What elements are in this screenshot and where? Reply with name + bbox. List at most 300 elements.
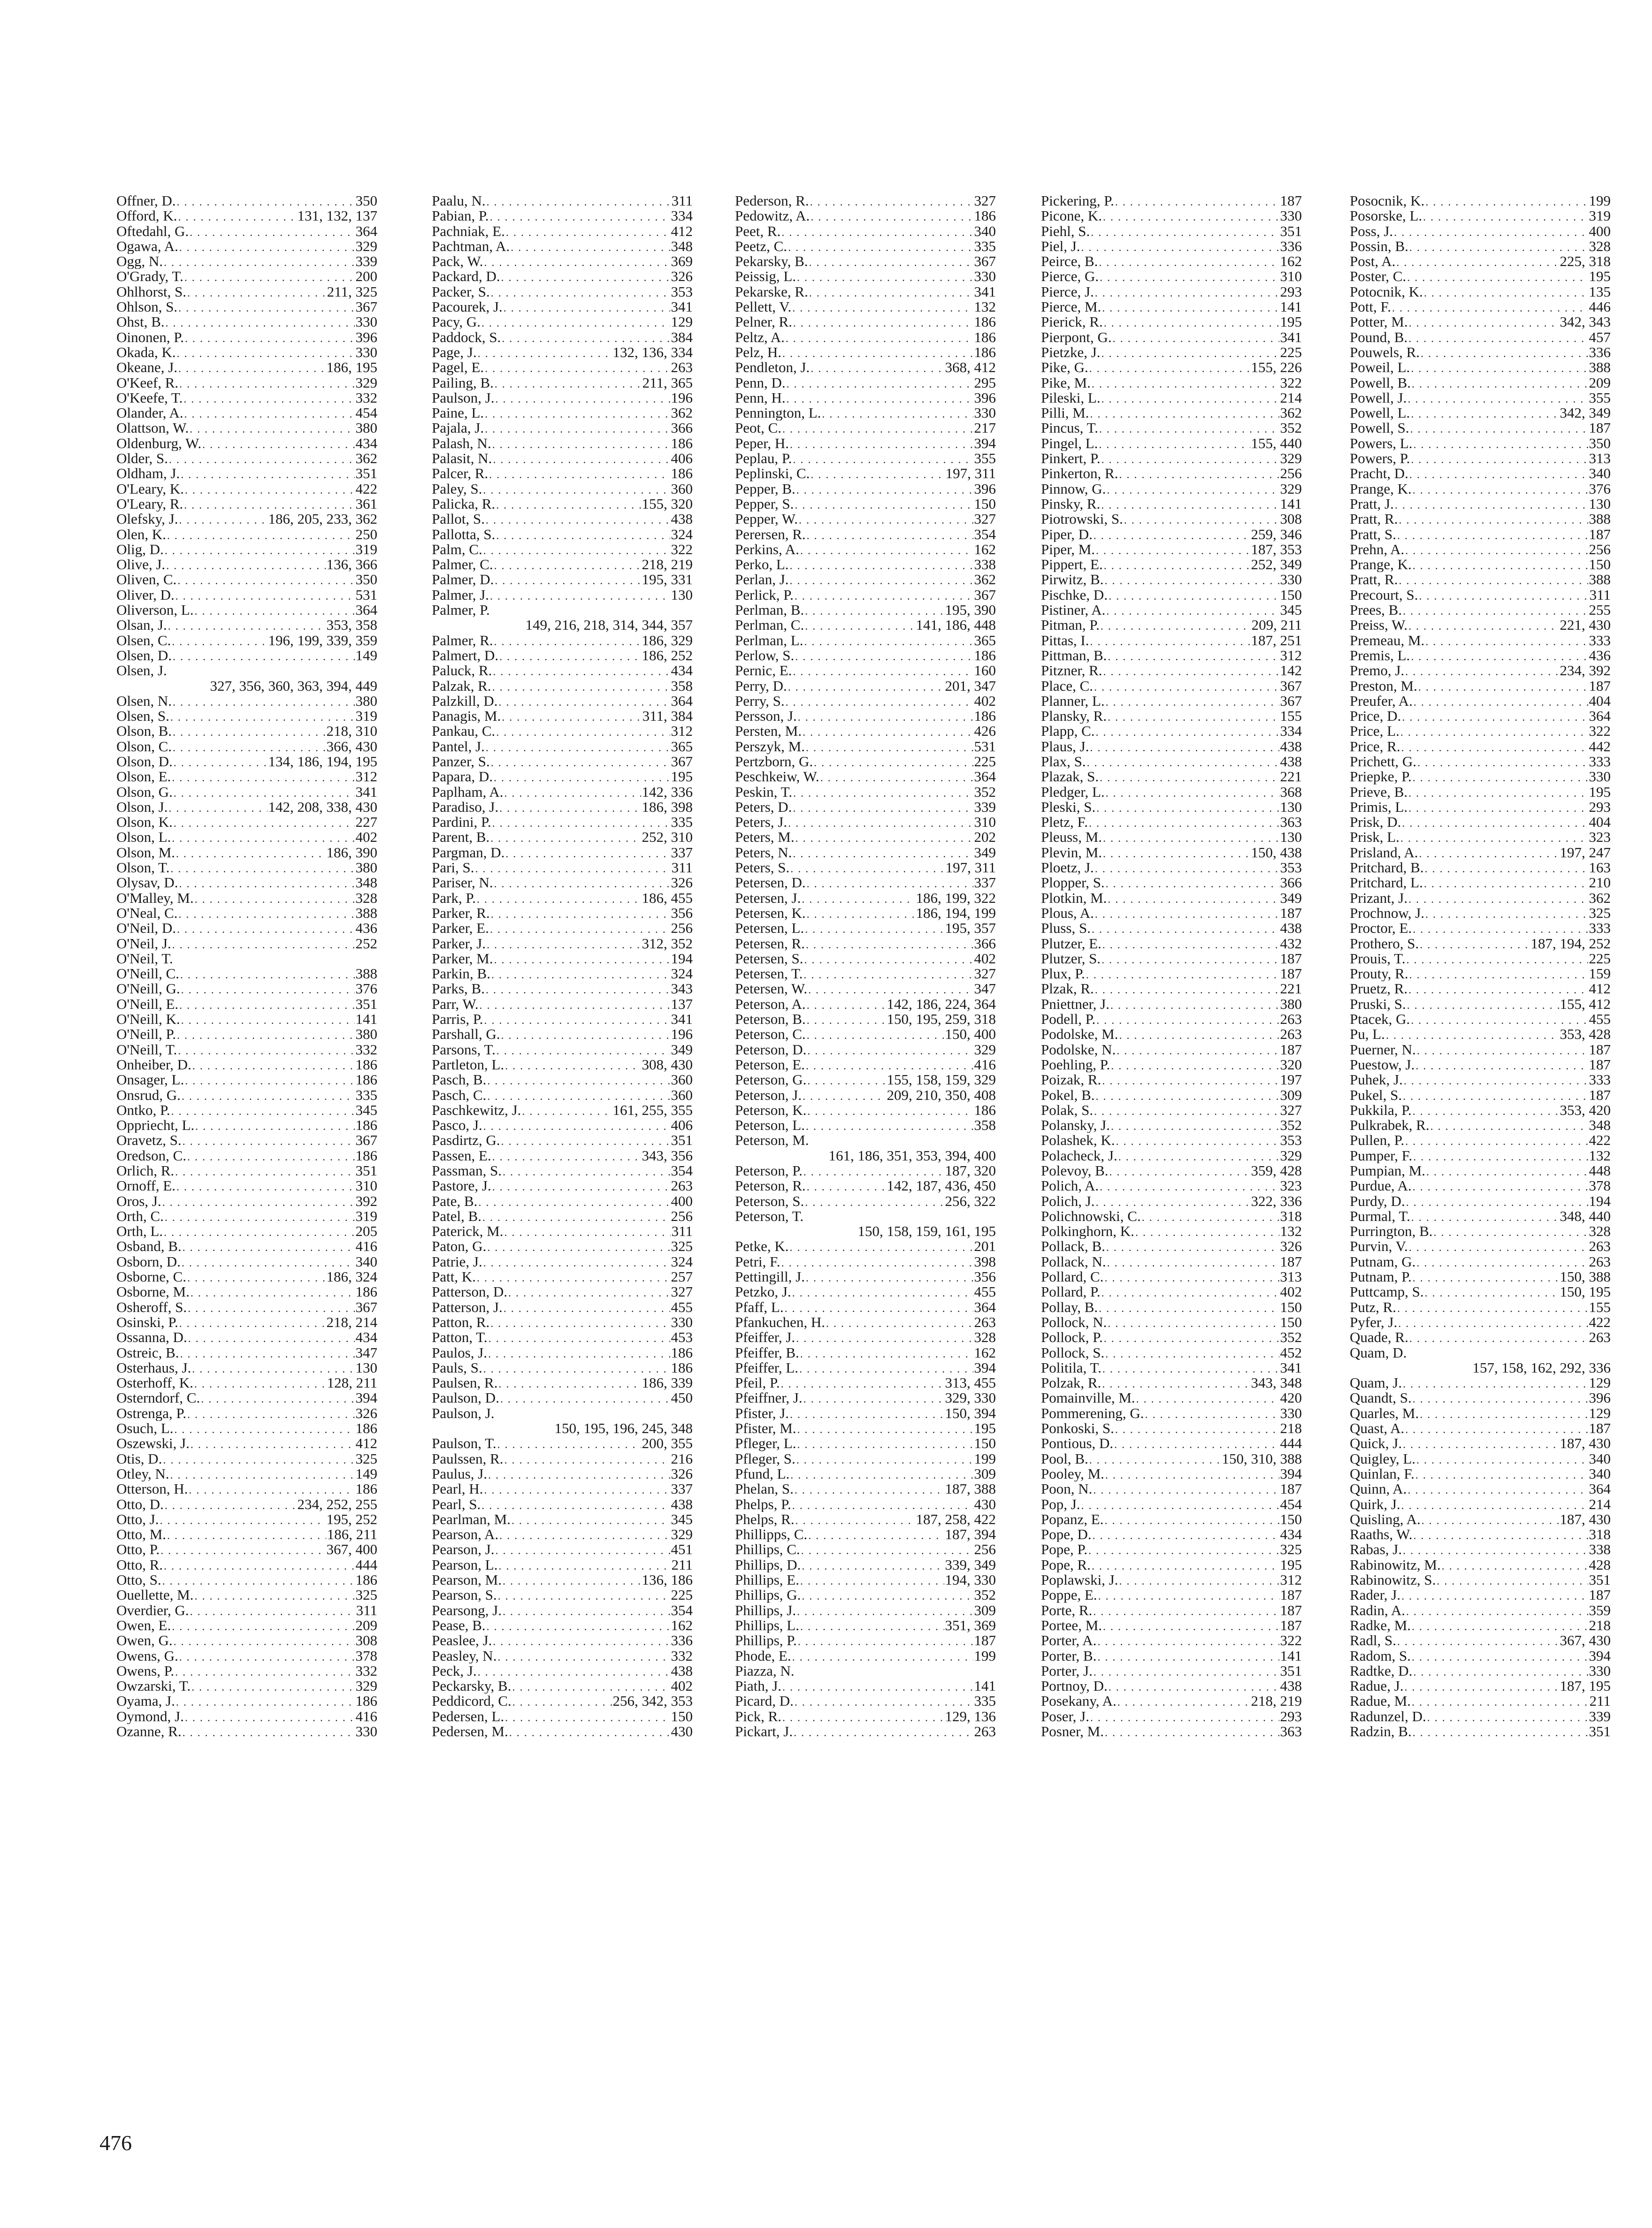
- entry-name: Palm, C.: [432, 542, 482, 557]
- entry-name: Palash, N.: [432, 435, 491, 451]
- index-entry: [1350, 769, 1611, 784]
- entry-pages: 322: [1280, 1633, 1302, 1648]
- dot-leader: [803, 968, 973, 981]
- index-entry: [1350, 451, 1611, 466]
- index-entry: [432, 572, 693, 587]
- dot-leader: [1096, 543, 1250, 557]
- entry-name: Pruetz, R.: [1350, 981, 1408, 997]
- entry-name: Paulos, J.: [432, 1345, 487, 1360]
- entry-pages: 340: [1589, 466, 1611, 481]
- dot-leader: [177, 346, 355, 360]
- dot-leader: [1424, 877, 1588, 890]
- index-entry: [735, 830, 996, 845]
- entry-name: Oymond, J.: [116, 1709, 184, 1724]
- index-entry: [1350, 1300, 1611, 1315]
- index-entry: [116, 511, 377, 526]
- dot-leader: [175, 1165, 354, 1178]
- entry-name: Olson, C.: [116, 739, 172, 754]
- index-entry: [116, 1648, 377, 1663]
- entry-name: Powell, L.: [1350, 405, 1410, 421]
- index-entry: [116, 1587, 377, 1602]
- index-entry: [116, 1481, 377, 1496]
- index-entry: [1041, 466, 1302, 481]
- entry-name: Oredson, C.: [116, 1148, 186, 1163]
- entry-pages: 420: [1280, 1390, 1302, 1406]
- index-entry: [432, 254, 693, 269]
- entry-name: Piazza, N.: [735, 1663, 795, 1679]
- dot-leader: [165, 1498, 297, 1512]
- entry-name: Pinkert, P.: [1041, 451, 1101, 466]
- entry-name: Piel, J.: [1041, 238, 1080, 254]
- dot-leader: [1412, 1650, 1588, 1663]
- index-entry: [735, 1406, 996, 1421]
- entry-pages: 351: [1589, 1724, 1611, 1740]
- entry-pages: 351: [355, 466, 377, 481]
- entry-name: Peterson, K.: [735, 1102, 807, 1118]
- dot-leader: [174, 755, 268, 769]
- index-entry: [1041, 299, 1302, 314]
- index-entry: [1041, 390, 1302, 405]
- dot-leader: [493, 1634, 670, 1648]
- entry-name: Pouwels, R.: [1350, 344, 1420, 360]
- entry-name: Olson, G.: [116, 784, 173, 800]
- index-entry: [735, 269, 996, 284]
- index-entry: [1350, 1315, 1611, 1330]
- index-entry: [1350, 603, 1611, 618]
- entry-pages: 362: [974, 572, 996, 588]
- dot-leader: [796, 1331, 973, 1345]
- index-entry: [1041, 1194, 1302, 1209]
- dot-leader: [1093, 1483, 1279, 1496]
- entry-pages: 197, 311: [945, 860, 996, 876]
- entry-name: Phillips, D.: [735, 1557, 801, 1573]
- index-entry: [735, 511, 996, 526]
- index-entry: [1041, 269, 1302, 284]
- index-entry: [1041, 1118, 1302, 1133]
- index-entry: [432, 1694, 693, 1709]
- entry-pages: 335: [974, 1694, 996, 1709]
- entry-name: Pratt, S.: [1350, 526, 1397, 542]
- dot-leader: [1401, 740, 1588, 754]
- entry-name: Olson, B.: [116, 724, 172, 739]
- dot-leader: [1089, 1453, 1221, 1466]
- entry-name: Olson, E.: [116, 769, 171, 785]
- index-entry: [1041, 1709, 1302, 1724]
- dot-leader: [1086, 968, 1279, 981]
- index-entry: [1041, 436, 1302, 451]
- entry-name: Prehn, A.: [1350, 542, 1405, 557]
- index-entry: [1350, 1239, 1611, 1254]
- dot-leader: [165, 1210, 355, 1224]
- dot-leader: [1399, 513, 1588, 526]
- index-entry: [735, 1027, 996, 1042]
- entry-name: Pistiner, A.: [1041, 603, 1106, 618]
- dot-leader: [181, 1013, 355, 1027]
- dot-leader: [799, 513, 973, 526]
- index-entry: [1350, 269, 1611, 284]
- entry-name: Pfeiffer, B.: [735, 1345, 799, 1360]
- entry-pages: 311: [671, 193, 693, 209]
- index-entry: [116, 496, 377, 511]
- entry-name: Olefsky, J.: [116, 511, 178, 527]
- dot-leader: [1108, 649, 1279, 663]
- index-entry: [432, 1603, 693, 1618]
- entry-name: Palmer, R.: [432, 633, 493, 648]
- index-entry: [432, 709, 693, 724]
- entry-pages: 422: [355, 481, 377, 496]
- dot-leader: [497, 1437, 641, 1451]
- dot-leader: [179, 1316, 326, 1330]
- entry-pages: 263: [974, 1724, 996, 1740]
- entry-pages: 378: [355, 1648, 377, 1663]
- entry-pages: 454: [355, 405, 377, 421]
- index-entry: [735, 1178, 996, 1193]
- dot-leader: [176, 1695, 355, 1709]
- index-entry: [116, 1012, 377, 1027]
- dot-leader: [1081, 240, 1279, 254]
- dot-leader: [787, 392, 973, 405]
- index-entry: [1350, 1451, 1611, 1466]
- dot-leader: [1421, 346, 1588, 360]
- entry-pages: 394: [1589, 1648, 1611, 1663]
- dot-leader: [194, 1377, 326, 1390]
- dot-leader: [502, 331, 670, 345]
- entry-name: Olson, M.: [116, 845, 175, 861]
- dot-leader: [1397, 1301, 1588, 1315]
- entry-pages: 319: [1589, 208, 1611, 224]
- entry-name: Plansky, R.: [1041, 709, 1107, 724]
- index-entry: [432, 299, 693, 314]
- entry-pages: 350: [355, 572, 377, 588]
- entry-pages: 155, 226: [1251, 360, 1302, 375]
- entry-name: Podell, P.: [1041, 1012, 1096, 1027]
- entry-name: Polashek, K.: [1041, 1133, 1115, 1148]
- entry-name: Ostreic, B.: [116, 1345, 179, 1360]
- index-entry: [432, 603, 693, 618]
- dot-leader: [795, 649, 973, 663]
- index-entry: [1041, 511, 1302, 526]
- index-entry: [432, 1451, 693, 1466]
- dot-leader: [1409, 467, 1588, 481]
- dot-leader: [496, 498, 641, 511]
- entry-name: Otis, D.: [116, 1451, 162, 1466]
- entry-name: Paluck, R.: [432, 663, 492, 679]
- index-entry: [432, 330, 693, 345]
- entry-name: Preiss, W.: [1350, 618, 1408, 633]
- dot-leader: [1089, 361, 1250, 375]
- entry-name: Price, R.: [1350, 739, 1400, 754]
- entry-pages: 329: [671, 1527, 693, 1542]
- entry-name: Osborne, C.: [116, 1269, 186, 1285]
- entry-name: Otto, S.: [116, 1572, 161, 1588]
- entry-pages: 330: [1589, 1663, 1611, 1679]
- dot-leader: [811, 361, 944, 375]
- dot-leader: [1096, 801, 1279, 815]
- entry-pages: 353, 428: [1560, 1027, 1611, 1042]
- entry-name: Pfeiffer, J.: [735, 1330, 795, 1345]
- entry-pages: 434: [355, 435, 377, 451]
- dot-leader: [1106, 786, 1279, 800]
- dot-leader: [185, 1074, 354, 1087]
- entry-name: Older, S.: [116, 451, 168, 466]
- entry-pages: 358: [671, 678, 693, 694]
- dot-leader: [1407, 998, 1559, 1012]
- dot-leader: [480, 998, 670, 1012]
- dot-leader: [1425, 862, 1588, 875]
- index-entry: [1041, 891, 1302, 906]
- index-entry: [432, 1103, 693, 1118]
- entry-name: O'Keef, R.: [116, 375, 179, 390]
- entry-pages: 359, 428: [1251, 1163, 1302, 1179]
- index-entry: [116, 830, 377, 845]
- entry-name: Plapp, C.: [1041, 724, 1095, 739]
- entry-pages: 309: [974, 1466, 996, 1482]
- index-entry: [735, 1572, 996, 1587]
- entry-pages: 380: [355, 693, 377, 709]
- index-entry: [116, 1557, 377, 1572]
- dot-leader: [799, 1362, 973, 1375]
- entry-name: O'Neill, P.: [116, 1027, 176, 1042]
- index-entry: [432, 830, 693, 845]
- entry-pages: 218, 310: [326, 724, 377, 739]
- index-entry: [735, 239, 996, 254]
- index-entry: [1041, 815, 1302, 830]
- dot-leader: [498, 1559, 670, 1572]
- index-entry: [1041, 830, 1302, 845]
- entry-pages: 338: [974, 557, 996, 572]
- entry-pages: 322: [671, 542, 693, 557]
- entry-pages: 455: [671, 1299, 693, 1315]
- entry-name: Olander, A.: [116, 405, 184, 421]
- dot-leader: [1115, 1422, 1279, 1436]
- index-entry: [1350, 815, 1611, 830]
- entry-pages: 358: [974, 1118, 996, 1133]
- entry-name: Prichett, G.: [1350, 754, 1417, 770]
- index-entry: [1041, 588, 1302, 603]
- entry-name: Quam, D.: [1350, 1345, 1407, 1360]
- entry-pages: 434: [1280, 1527, 1302, 1542]
- index-entry: [735, 496, 996, 511]
- entry-pages: 312, 352: [642, 936, 693, 951]
- entry-pages: 187: [1280, 1254, 1302, 1270]
- index-column-5: [1350, 193, 1611, 1739]
- dot-leader: [1116, 1134, 1279, 1148]
- dot-leader: [160, 1513, 325, 1527]
- dot-leader: [490, 589, 670, 603]
- index-entry: [735, 679, 996, 694]
- dot-leader: [1110, 998, 1279, 1012]
- index-entry: [1041, 557, 1302, 572]
- dot-leader: [786, 695, 973, 709]
- dot-leader: [809, 286, 973, 299]
- entry-pages: 186: [355, 1057, 377, 1073]
- dot-leader: [187, 1150, 355, 1163]
- entry-name: Planner, L.: [1041, 693, 1105, 709]
- entry-name: Panzer, S.: [432, 754, 490, 770]
- entry-pages: 130: [1589, 496, 1611, 512]
- entry-pages: 186, 329: [642, 633, 693, 648]
- entry-name: Palmer, D.: [432, 572, 494, 588]
- index-entry: [432, 1375, 693, 1390]
- dot-leader: [1411, 361, 1588, 375]
- index-entry: [432, 224, 693, 239]
- entry-pages: 218, 219: [642, 557, 693, 572]
- index-entry: [432, 527, 693, 542]
- index-entry: [432, 663, 693, 678]
- index-entry: [1350, 299, 1611, 314]
- index-entry: [116, 1163, 377, 1178]
- index-entry: [116, 1194, 377, 1209]
- index-entry: [735, 1466, 996, 1481]
- entry-pages: 388: [1589, 511, 1611, 527]
- dot-leader: [1092, 922, 1279, 936]
- index-entry: [1041, 239, 1302, 254]
- dot-leader: [161, 1543, 325, 1557]
- index-entry: [735, 1542, 996, 1557]
- dot-leader: [490, 1316, 670, 1330]
- entry-pages: 323: [1589, 830, 1611, 845]
- index-entry: [116, 1300, 377, 1315]
- entry-name: Pettingill, J.: [735, 1269, 805, 1285]
- entry-name: Piotrowski, S.: [1041, 511, 1123, 527]
- entry-name: Patterson, D.: [432, 1284, 508, 1300]
- index-entry: [116, 481, 377, 496]
- dot-leader: [486, 983, 670, 996]
- dot-leader: [1425, 907, 1588, 921]
- index-entry: [432, 1421, 693, 1436]
- index-entry: [1041, 951, 1302, 966]
- dot-leader: [800, 1347, 973, 1360]
- entry-name: Pingel, L.: [1041, 435, 1098, 451]
- dot-leader: [1106, 604, 1279, 618]
- index-entry: [1041, 648, 1302, 663]
- index-entry: [1350, 481, 1611, 496]
- index-entry: [116, 1330, 377, 1345]
- entry-pages: 339: [355, 254, 377, 269]
- index-entry: [1041, 997, 1302, 1012]
- index-entry: [735, 875, 996, 890]
- entry-pages: 422: [1589, 1133, 1611, 1148]
- index-entry: [735, 769, 996, 784]
- entry-name: Poplawski, J.: [1041, 1572, 1118, 1588]
- entry-pages: 187, 430: [1560, 1511, 1611, 1527]
- index-entry: [1041, 1239, 1302, 1254]
- dot-leader: [805, 619, 915, 633]
- dot-leader: [793, 452, 973, 466]
- entry-pages: 343, 356: [642, 1148, 693, 1163]
- entry-pages: 388: [1589, 360, 1611, 375]
- index-entry: [1350, 1224, 1611, 1239]
- entry-name: Oinonen, P.: [116, 329, 184, 345]
- entry-name: Oppriecht, L.: [116, 1118, 195, 1133]
- entry-pages: 352: [1280, 1330, 1302, 1345]
- index-entry: [116, 1421, 377, 1436]
- entry-name: Peterson, S.: [735, 1193, 804, 1209]
- index-entry: [735, 1360, 996, 1375]
- dot-leader: [807, 1013, 886, 1027]
- dot-leader: [1103, 210, 1279, 223]
- entry-pages: 367: [1280, 678, 1302, 694]
- index-entry: [1041, 1148, 1302, 1163]
- dot-leader: [170, 1468, 355, 1481]
- entry-pages: 330: [1589, 769, 1611, 785]
- entry-pages: 396: [1589, 1390, 1611, 1406]
- dot-leader: [512, 1513, 670, 1527]
- entry-pages: 259, 346: [1251, 526, 1302, 542]
- index-entry: [432, 1360, 693, 1375]
- entry-pages: 200, 355: [642, 1436, 693, 1451]
- entry-pages: 324: [671, 1254, 693, 1270]
- dot-leader: [1402, 710, 1588, 724]
- dot-leader: [502, 710, 641, 724]
- entry-name: Ogawa, A.: [116, 238, 178, 254]
- entry-pages: 256: [974, 1542, 996, 1557]
- dot-leader: [1114, 1437, 1279, 1451]
- entry-name: Peltz, A.: [735, 329, 785, 345]
- entry-name: Raaths, W.: [1350, 1527, 1413, 1542]
- dot-leader: [1099, 437, 1250, 451]
- dot-leader: [1408, 983, 1588, 996]
- index-entry: [1041, 769, 1302, 784]
- dot-leader: [504, 786, 641, 800]
- dot-leader: [504, 1453, 670, 1466]
- index-entry: [1350, 1679, 1611, 1694]
- entry-name: Pfund, L.: [735, 1466, 790, 1482]
- entry-pages: 186, 455: [642, 890, 693, 906]
- entry-name: Peplinski, C.: [735, 466, 810, 481]
- index-entry: [1350, 1406, 1611, 1421]
- entry-name: O'Neill, E.: [116, 996, 179, 1012]
- entry-pages: 263: [671, 360, 693, 375]
- entry-name: Pacy, G.: [432, 314, 481, 330]
- index-entry: [735, 739, 996, 754]
- index-entry: [735, 1679, 996, 1694]
- dot-leader: [1096, 1195, 1250, 1209]
- dot-leader: [484, 1483, 670, 1496]
- index-entry: [1350, 1709, 1611, 1724]
- dot-leader: [501, 1134, 670, 1148]
- entry-name: Pernic, E.: [735, 663, 792, 679]
- index-entry: [735, 1633, 996, 1648]
- dot-leader: [1095, 862, 1279, 875]
- dot-leader: [512, 1680, 670, 1694]
- index-entry: [1350, 224, 1611, 239]
- index-entry: [1350, 1178, 1611, 1193]
- entry-pages: 293: [1280, 1709, 1302, 1724]
- dot-leader: [808, 983, 973, 996]
- dot-leader: [495, 1543, 670, 1557]
- entry-name: Radke, M.: [1350, 1618, 1411, 1633]
- entry-pages: 365: [671, 739, 693, 754]
- index-entry: [116, 1315, 377, 1330]
- entry-pages: 337: [974, 875, 996, 891]
- index-entry: [116, 1679, 377, 1694]
- entry-name: Pollard, C.: [1041, 1269, 1104, 1285]
- dot-leader: [1104, 1271, 1279, 1284]
- dot-leader: [1413, 1180, 1588, 1193]
- index-entry: [1041, 1315, 1302, 1330]
- entry-name: Perry, D.: [735, 678, 787, 694]
- entry-pages: 256: [1589, 542, 1611, 557]
- index-entry: [432, 1406, 693, 1421]
- entry-pages: 338: [1589, 1542, 1611, 1557]
- dot-leader: [501, 1028, 670, 1042]
- index-entry: [735, 906, 996, 921]
- entry-name: Peper, H.: [735, 435, 789, 451]
- index-entry: [1041, 663, 1302, 678]
- index-entry: [116, 1360, 377, 1375]
- entry-pages: 187: [1280, 905, 1302, 921]
